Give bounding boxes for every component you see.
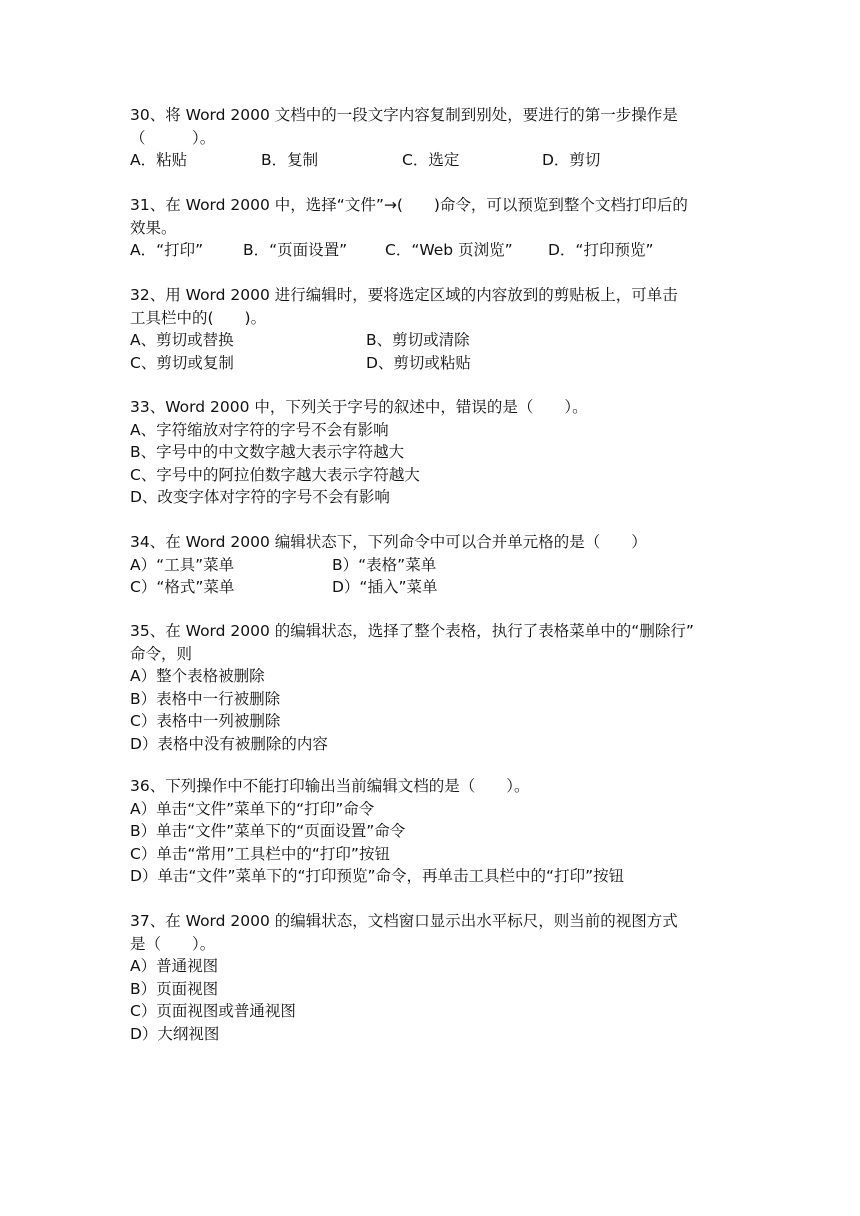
option-b: B）页面视图	[130, 979, 219, 998]
option-d: D．剪切	[542, 151, 601, 169]
option-d: D）大纲视图	[130, 1024, 220, 1043]
question-33	[130, 396, 740, 509]
question-stem: 是（ ）。	[130, 934, 216, 953]
question-stem: 36、下列操作中不能打印输出当前编辑文档的是（ ）。	[130, 777, 530, 795]
option-b: B．复制	[261, 151, 319, 169]
option-c: C．“Web 页浏览”	[385, 241, 513, 259]
question-stem: （ ）。	[130, 128, 216, 147]
option-a: A）单击“文件”菜单下的“打印”命令	[130, 799, 375, 818]
option-c: C）“格式”菜单	[130, 578, 235, 596]
question-stem: 效果。	[130, 218, 177, 237]
option-c: C）页面视图或普通视图	[130, 1002, 296, 1020]
question-36	[130, 775, 740, 888]
option-row	[130, 576, 740, 599]
option-b: B．“页面设置”	[243, 241, 348, 259]
question-stem: 30、将 Word 2000 文档中的一段文字内容复制到别处，要进行的第一步操作是	[130, 106, 678, 124]
question-stem: 33、Word 2000 中，下列关于字号的叙述中，错误的是（ ）。	[130, 398, 588, 416]
option-row	[130, 352, 740, 375]
question-stem: 31、在 Word 2000 中，选择“文件”→( )命令，可以预览到整个文档打印后的	[130, 196, 688, 214]
question-stem: 命令，则	[130, 644, 193, 663]
option-c: C）单击“常用”工具栏中的“打印”按钮	[130, 844, 390, 863]
option-d: D）表格中没有被删除的内容	[130, 734, 328, 753]
option-a: A）“工具”菜单	[130, 555, 235, 574]
question-stem: 工具栏中的( )。	[130, 308, 267, 327]
question-stem: 32、用 Word 2000 进行编辑时，要将选定区域的内容放到的剪贴板上，可单击	[130, 286, 678, 304]
option-row	[130, 149, 740, 172]
option-a: A．粘贴	[130, 151, 188, 169]
option-d: D）“插入”菜单	[332, 578, 438, 596]
question-stem: 37、在 Word 2000 的编辑状态，文档窗口显示出水平标尺，则当前的视图方式	[130, 912, 678, 930]
option-a: A．“打印”	[130, 241, 204, 259]
option-d: D、改变字体对字符的字号不会有影响	[130, 488, 390, 506]
question-31	[130, 194, 740, 262]
option-d: D、剪切或粘贴	[366, 353, 471, 372]
option-b: B、字号中的中文数字越大表示字符越大	[130, 443, 405, 461]
option-c: C、剪切或复制	[130, 353, 234, 372]
option-b: B）单击“文件”菜单下的“页面设置”命令	[130, 822, 406, 840]
option-a: A）普通视图	[130, 957, 219, 975]
option-d: D）单击“文件”菜单下的“打印预览”命令，再单击工具栏中的“打印”按钮	[130, 867, 625, 885]
option-c: C）表格中一列被删除	[130, 712, 281, 730]
option-c: C、字号中的阿拉伯数字越大表示字符越大	[130, 465, 420, 484]
option-a: A）整个表格被删除	[130, 667, 265, 685]
option-a: A、字符缩放对字符的字号不会有影响	[130, 420, 389, 439]
option-c: C．选定	[402, 151, 460, 169]
option-d: D．“打印预览”	[548, 241, 654, 259]
option-b: B）“表格”菜单	[332, 555, 437, 574]
option-row	[130, 329, 740, 352]
question-37	[130, 910, 740, 1045]
question-stem: 35、在 Word 2000 的编辑状态，选择了整个表格，执行了表格菜单中的“删除行”	[130, 622, 694, 640]
question-stem: 34、在 Word 2000 编辑状态下，下列命令中可以合并单元格的是（ ）	[130, 533, 647, 551]
option-a: A、剪切或替换	[130, 331, 234, 349]
question-34	[130, 531, 740, 599]
option-b: B、剪切或清除	[366, 331, 470, 349]
option-row	[130, 239, 740, 262]
option-row	[130, 554, 740, 577]
question-32	[130, 284, 740, 374]
option-b: B）表格中一行被删除	[130, 689, 281, 708]
question-30	[130, 104, 740, 172]
question-35	[130, 620, 740, 755]
